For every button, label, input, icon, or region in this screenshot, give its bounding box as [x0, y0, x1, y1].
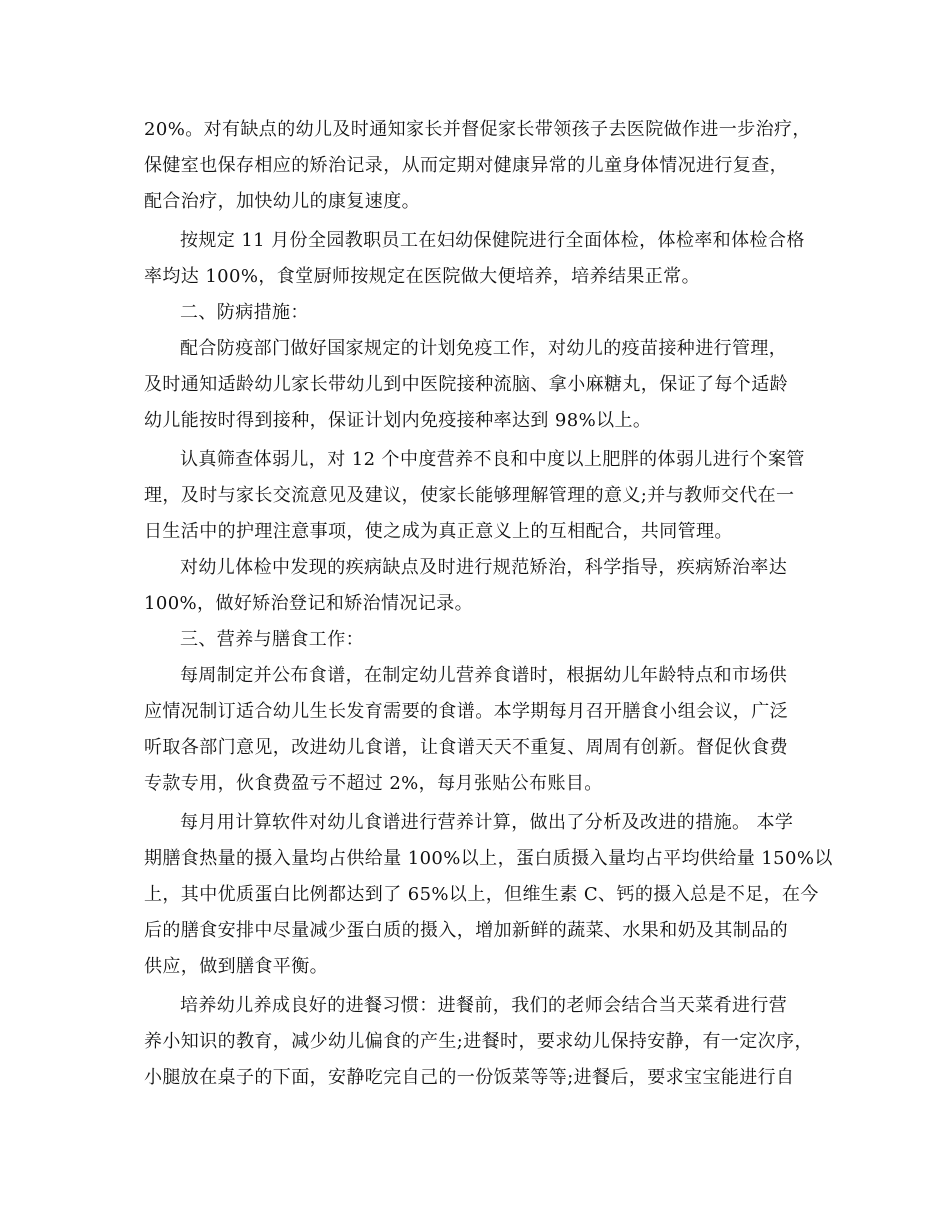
text-line: 配合防疫部门做好国家规定的计划免疫工作，对幼儿的疫苗接种进行管理，: [180, 338, 788, 359]
text-line: 及时通知适龄幼儿家长带幼儿到中医院接种流脑、拿小麻糖丸，保证了每个适龄: [144, 374, 788, 395]
text-line: 期膳食热量的摄入量均占供给量 100%以上，蛋白质摄入量均占平均供给量 150%以: [144, 848, 833, 869]
text-line: 幼儿能按时得到接种，保证计划内免疫接种率达到 98%以上。: [144, 410, 652, 431]
section-heading: 三、营养与膳食工作：: [180, 629, 364, 650]
text-line: 配合治疗，加快幼儿的康复速度。: [144, 191, 420, 212]
text-line: 按规定 11 月份全园教职员工在妇幼保健院进行全面体检，体检率和体检合格: [180, 230, 805, 251]
text-line: 培养幼儿养成良好的进餐习惯：进餐前，我们的老师会结合当天菜肴进行营: [180, 995, 788, 1016]
text-line: 后的膳食安排中尽量减少蛋白质的摄入，增加新鲜的蔬菜、水果和奶及其制品的: [144, 920, 788, 941]
text-line: 小腿放在桌子的下面，安静吃完自己的一份饭菜等等;进餐后，要求宝宝能进行自: [144, 1067, 795, 1088]
text-line: 100%，做好矫治登记和矫治情况记录。: [144, 593, 474, 614]
text-line: 听取各部门意见，改进幼儿食谱，让食谱天天不重复、周周有创新。督促伙食费: [144, 737, 788, 758]
text-line: 20%。对有缺点的幼儿及时通知家长并督促家长带领孩子去医院做作进一步治疗，: [144, 119, 811, 140]
text-line: 应情况制订适合幼儿生长发育需要的食谱。本学期每月召开膳食小组会议，广泛: [144, 701, 788, 722]
text-line: 理，及时与家长交流意见及建议，使家长能够理解管理的意义;并与教师交代在一: [144, 485, 795, 506]
text-line: 率均达 100%，食堂厨师按规定在医院做大便培养，培养结果正常。: [144, 266, 700, 287]
text-line: 每周制定并公布食谱，在制定幼儿营养食谱时，根据幼儿年龄特点和市场供: [180, 665, 788, 686]
text-line: 对幼儿体检中发现的疾病缺点及时进行规范矫治，科学指导，疾病矫治率达: [180, 557, 788, 578]
text-line: 认真筛查体弱儿，对 12 个中度营养不良和中度以上肥胖的体弱儿进行个案管: [180, 449, 805, 470]
section-heading: 二、防病措施：: [180, 302, 309, 323]
text-line: 保健室也保存相应的矫治记录，从而定期对健康异常的儿童身体情况进行复查，: [144, 155, 788, 176]
text-line: 养小知识的教育，减少幼儿偏食的产生;进餐时，要求幼儿保持安静，有一定次序，: [144, 1031, 813, 1052]
text-line: 专款专用，伙食费盈亏不超过 2%，每月张贴公布账目。: [144, 773, 603, 794]
text-line: 供应，做到膳食平衡。: [144, 956, 328, 977]
text-line: 上，其中优质蛋白比例都达到了 65%以上，但维生素 C、钙的摄入总是不足，在今: [144, 884, 819, 905]
text-line: 每月用计算软件对幼儿食谱进行营养计算，做出了分析及改进的措施。 本学: [180, 812, 794, 833]
text-line: 日生活中的护理注意事项，使之成为真正意义上的互相配合，共同管理。: [144, 521, 733, 542]
